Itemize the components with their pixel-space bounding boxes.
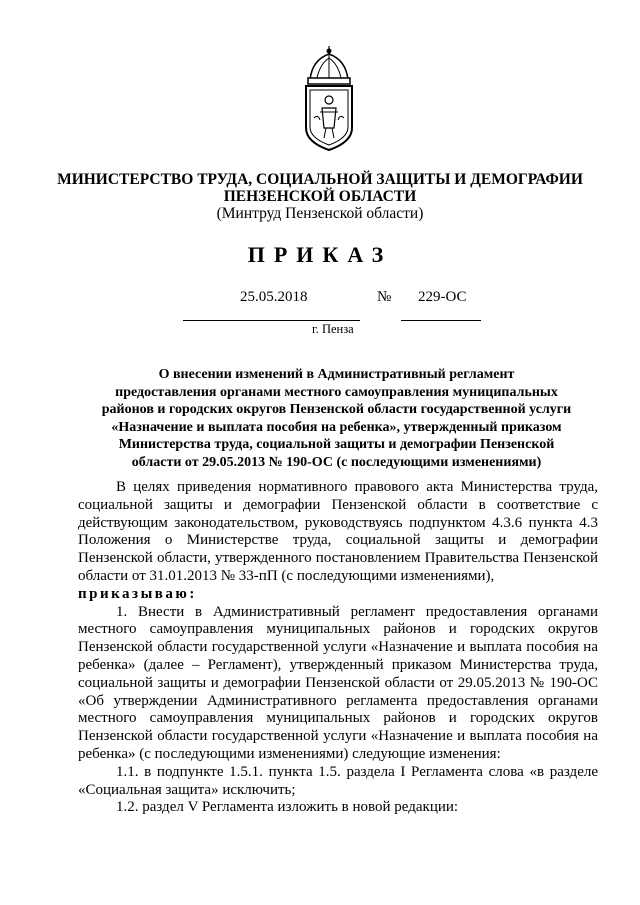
ministry-short-name: (Минтруд Пензенской области) [216, 205, 424, 222]
subject-line: предоставления органами местного самоуправления муниципальных [115, 384, 558, 400]
subject-line: Министерства труда, социальной защиты и демографии Пензенской [118, 437, 555, 452]
ministry-name-line2: ПЕНЗЕНСКОЙ ОБЛАСТИ [223, 188, 417, 205]
number-underline [401, 320, 481, 321]
subject-line: О внесении изменений в Административный регламент [158, 367, 515, 382]
preamble-paragraph: В целях приведения нормативного правового акта Министерства труда, социальной защиты и демографии Пензенской области в соответствие с действующим законодательством, руководствуясь подпунктом 4.3.6 пункта 4.3 Положения о Министерстве труда, социальной защиты и демографии Пензенской области, утвержденного постановлением Правительства Пензенской области от 31.01.2013 № 33-пП (с последующими изменениями), [78, 479, 598, 584]
order-word-paragraph [78, 586, 598, 604]
item-1-1-paragraph: 1.1. в подпункте 1.5.1. пункта 1.5. раздела I Регламента слова «в разделе «Социальная защита» исключить; [78, 763, 598, 798]
item-1-2-paragraph: 1.2. раздел V Регламента изложить в новой редакции: [116, 799, 459, 816]
order-subject [84, 366, 589, 471]
subject-line: «Назначение и выплата пособия на ребенка», утвержденный приказом [111, 419, 562, 435]
issue-city: г. Пенза [312, 322, 354, 336]
coat-of-arms-emblem [300, 46, 358, 166]
order-body [78, 479, 598, 817]
order-word: приказываю: [78, 585, 197, 602]
item-1-paragraph: 1. Внести в Административный регламент предоставления органами местного самоуправления муниципальных районов и городских округов Пензенской области государственной услуги «Назначение и выплата пособия на ребенка» (далее – Регламент), утвержденный приказом Министерства труда, социальной защиты и демографии Пензенской области от 29.05.2013 № 190-ОС «Об утверждении Административного регламента предоставления органами местного самоуправления муниципальных районов и городских округов Пензенской области государственной услуги «Назначение и выплата пособия на ребенка» (с последующими изменениями) следующие изменения: [78, 603, 598, 762]
order-date: 25.05.2018 [240, 289, 308, 305]
number-sign: № [377, 289, 392, 305]
order-number: 229-ОС [418, 289, 467, 305]
subject-line: области от 29.05.2013 № 190-ОС (с последующими изменениями) [131, 454, 542, 470]
date-underline [183, 320, 360, 321]
ministry-name-line1: МИНИСТЕРСТВО ТРУДА, СОЦИАЛЬНОЙ ЗАЩИТЫ И ДЕМОГРАФИИ [57, 171, 583, 188]
document-type-title: ПРИКАЗ [247, 242, 393, 267]
subject-line: районов и городских округов Пензенской области государственной услуги [101, 402, 572, 417]
